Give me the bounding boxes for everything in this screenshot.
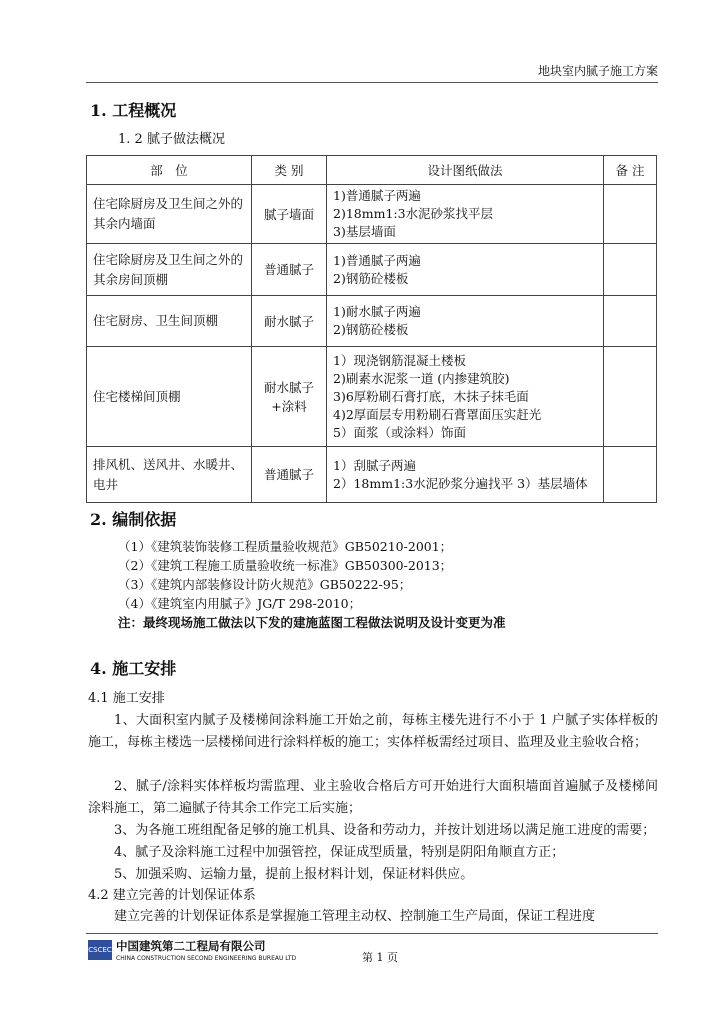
design-step: 3)6厚粉刷石膏打底，木抹子抹毛面 <box>333 388 529 404</box>
table-row <box>87 447 657 503</box>
cell-part: 住宅除厨房及卫生间之外的其余房间顶棚 <box>87 244 252 296</box>
section-4-2-subheading: 4.2 建立完善的计划保证体系 <box>88 888 256 903</box>
table-row <box>87 185 657 244</box>
reference-item: （2）《建筑工程施工质量验收统一标准》GB50300-2013； <box>118 558 453 573</box>
design-step: 1)普通腻子两遍 <box>333 188 421 203</box>
design-step: 1）刮腻子两遍 <box>333 457 416 473</box>
section-1-heading: 1. 工程概况 <box>90 101 177 120</box>
table-row <box>87 296 657 347</box>
paragraph: 3、为各施工班组配备足够的施工机具、设备和劳动力，并按计划进场以满足施工进度的需要； <box>114 823 656 838</box>
putty-spec-table <box>86 155 657 503</box>
design-step: 2)刷素水泥浆一道 (内掺建筑胶) <box>333 370 510 386</box>
cell-note <box>604 244 657 296</box>
paragraph: 4、腻子及涂料施工过程中加强管控，保证成型质量，特别是阴阳角顺直方正； <box>114 845 565 860</box>
design-step: 5）面浆（或涂料）饰面 <box>333 424 466 440</box>
company-name-en: CHINA CONSTRUCTION SECOND ENGINEERING BUREAU LTD <box>116 955 297 962</box>
table-header-row <box>87 156 657 185</box>
design-step: 4)2厚面层专用粉刷石膏罩面压实赶光 <box>333 406 542 422</box>
table-row <box>87 244 657 296</box>
cell-note <box>604 347 657 447</box>
design-step: 2)18mm1:3水泥砂浆找平层 <box>333 206 494 221</box>
reference-item: （4）《建筑室内用腻子》JG/T 298-2010； <box>118 596 362 611</box>
company-logo <box>88 938 296 962</box>
cell-design <box>327 296 604 347</box>
cell-part: 住宅除厨房及卫生间之外的其余内墙面 <box>87 185 252 244</box>
page-number: 第 1 页 <box>362 951 398 964</box>
cell-type: 耐水腻子+涂料 <box>252 347 327 447</box>
design-step: 2）18mm1:3水泥砂浆分遍找平 3）基层墙体 <box>333 475 588 491</box>
design-step: 1)耐水腻子两遍 <box>333 304 421 319</box>
cell-note <box>604 447 657 503</box>
cell-design <box>327 447 604 503</box>
cell-part: 住宅厨房、卫生间顶棚 <box>87 296 252 347</box>
cell-design <box>327 244 604 296</box>
company-logo-icon: CSCEC <box>88 940 112 960</box>
cell-type: 普通腻子 <box>252 244 327 296</box>
paragraph: 1、大面积室内腻子及楼梯间涂料施工开始之前，每栋主楼先进行不小于 1 户腻子实体样板的施工，每栋主楼选一层楼梯间进行涂料样板的施工；实体样板需经过项目、监理及业主验收合格； <box>88 713 658 750</box>
page-header-title: 地块室内腻子施工方案 <box>537 64 658 78</box>
bold-note: 注：最终现场施工做法以下发的建施蓝图工程做法说明及设计变更为准 <box>118 615 506 630</box>
header-divider <box>86 82 658 83</box>
table-row <box>87 347 657 447</box>
section-4-heading: 4. 施工安排 <box>90 659 177 678</box>
design-step: 1)普通腻子两遍 <box>333 252 421 268</box>
company-name-block <box>116 938 296 962</box>
cell-note <box>604 296 657 347</box>
col-header-note: 备 注 <box>604 156 657 185</box>
cell-type: 腻子墙面 <box>252 185 327 244</box>
cell-type: 普通腻子 <box>252 447 327 503</box>
cell-note <box>604 185 657 244</box>
col-header-part: 部 位 <box>87 156 252 185</box>
cell-part: 排风机、送风井、水暖井、电井 <box>87 447 252 503</box>
cell-part: 住宅楼梯间顶棚 <box>87 347 252 447</box>
section-4-1-subheading: 4.1 施工安排 <box>88 691 165 706</box>
design-step: 2)钢筋砼楼板 <box>333 270 409 286</box>
design-step: 1）现浇钢筋混凝土楼板 <box>333 352 466 368</box>
design-step: 2)钢筋砼楼板 <box>333 322 409 337</box>
cell-design <box>327 185 604 244</box>
company-name-cn: 中国建筑第二工程局有限公司 <box>116 939 266 953</box>
cell-type: 耐水腻子 <box>252 296 327 347</box>
section-1-2-subheading: 1. 2 腻子做法概况 <box>118 132 225 147</box>
col-header-type: 类 别 <box>252 156 327 185</box>
paragraph: 建立完善的计划保证体系是掌握施工管理主动权、控制施工生产局面，保证工程进度 <box>114 909 596 924</box>
design-step: 3)基层墙面 <box>333 224 396 239</box>
section-2-heading: 2. 编制依据 <box>90 510 177 529</box>
reference-item: （1）《建筑装饰装修工程质量验收规范》GB50210-2001； <box>118 539 453 554</box>
paragraph: 5、加强采购、运输力量，提前上报材料计划，保证材料供应。 <box>114 867 474 882</box>
cell-design <box>327 347 604 447</box>
paragraph: 2、腻子/涂料实体样板均需监理、业主验收合格后方可开始进行大面积墙面首遍腻子及楼梯间涂料施工，第二遍腻子待其余工作完工后实施； <box>88 779 658 816</box>
reference-item: （3）《建筑内部装修设计防火规范》GB50222-95； <box>118 577 412 592</box>
col-header-design: 设计图纸做法 <box>327 156 604 185</box>
footer-divider <box>86 933 658 934</box>
